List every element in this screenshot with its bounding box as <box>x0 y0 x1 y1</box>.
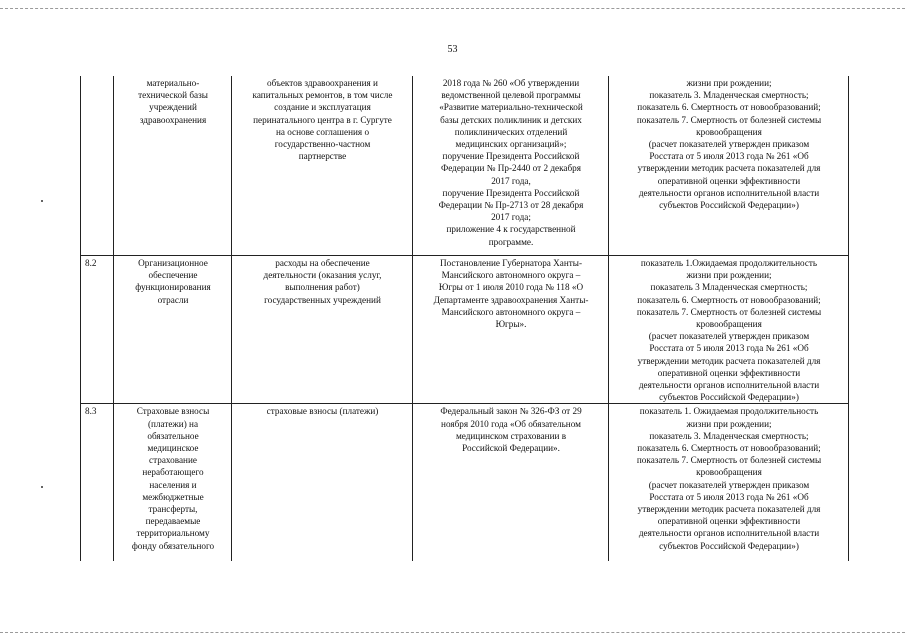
expense-type-cell <box>232 76 413 256</box>
text-line: трансферты, <box>148 504 198 515</box>
budget-allocation-table <box>80 76 849 561</box>
text-line: здравоохранения <box>139 114 207 125</box>
row-number-cell: 8.2 <box>81 256 114 404</box>
text-line: утверждении методик расчета показателей для <box>637 355 821 366</box>
text-line: показатель 1. Ожидаемая продолжительность <box>639 406 819 417</box>
text-line: Югры». <box>495 319 527 330</box>
text-line: на основе соглашения о <box>275 126 370 137</box>
text-line: ноября 2010 года «Об обязательном <box>441 418 581 429</box>
text-line: территориальному <box>136 528 210 539</box>
text-line: Организационное <box>138 258 208 268</box>
text-line: 2018 года № 260 «Об утверждении <box>442 78 580 88</box>
text-line: функционирования <box>135 282 211 293</box>
text-line: межбюджетные <box>142 491 204 502</box>
table-row <box>81 256 849 404</box>
text-line: Постановление Губернатора Ханты- <box>439 258 583 268</box>
text-line: учреждений <box>149 102 197 113</box>
text-line: кровообращения <box>696 467 762 478</box>
text-line: Российской Федерации». <box>462 443 560 454</box>
text-line: страховые взносы (платежи) <box>266 406 379 417</box>
text-line: показатель 6. Смертность от новообразований; <box>637 443 821 454</box>
text-line: жизни при рождении; <box>686 78 772 88</box>
text-line: Росстата от 5 июля 2013 года № 261 «Об <box>649 151 809 162</box>
expense-type-cell <box>232 256 413 404</box>
text-line: фонду обязательного <box>131 540 215 551</box>
text-line: Мансийского автономного округа – <box>441 306 581 317</box>
indicators-cell <box>609 256 849 404</box>
text-line: материально- <box>146 78 200 88</box>
table-row <box>81 404 849 562</box>
text-line: оперативной оценки эффективности <box>657 175 801 186</box>
text-line: 2017 года; <box>491 212 531 223</box>
direction-name-cell <box>114 256 232 404</box>
text-line: утверждении методик расчета показателей для <box>637 504 821 515</box>
direction-name-cell <box>114 404 232 562</box>
text-line: населения и <box>149 479 197 490</box>
text-line: показатель 3 Младенческая смертность; <box>650 282 808 293</box>
page-number: 53 <box>447 44 458 55</box>
text-line: деятельности органов исполнительной власти <box>638 187 820 198</box>
text-line: оперативной оценки эффективности <box>657 516 801 527</box>
text-line: субъектов Российской Федерации») <box>659 392 799 403</box>
scan-edge-top <box>0 8 905 9</box>
text-line: деятельности (оказания услуг, <box>263 270 382 281</box>
text-line: (расчет показателей утвержден приказом <box>648 479 810 490</box>
text-line: показатель 3. Младенческая смертность; <box>649 430 809 441</box>
text-line: деятельности органов исполнительной власти <box>638 528 820 539</box>
text-line: ведомственной целевой программы <box>441 90 581 101</box>
text-line: отрасли <box>157 294 189 305</box>
text-line: жизни при рождении; <box>686 270 772 281</box>
text-line: поручение Президента Российской <box>442 151 580 162</box>
text-line: субъектов Российской Федерации») <box>659 540 799 551</box>
text-line: расходы на обеспечение <box>275 258 370 268</box>
text-line: программе. <box>488 236 534 247</box>
text-line: выполнения работ) <box>285 282 360 293</box>
text-line: оперативной оценки эффективности <box>657 367 801 378</box>
text-line: показатель 6. Смертность от новообразований; <box>637 102 821 113</box>
text-line: создание и эксплуатация <box>274 102 371 113</box>
scan-speck <box>41 200 43 202</box>
text-line: государственно-частном <box>274 139 371 150</box>
row-number-cell: 8.3 <box>81 404 114 562</box>
text-line: Федерации № Пр-2440 от 2 декабря <box>440 163 582 174</box>
text-line: (платежи) на <box>147 418 199 429</box>
text-line: обеспечение <box>148 270 198 281</box>
text-line: показатель 1.Ожидаемая продолжительность <box>640 258 818 268</box>
text-line: технической базы <box>138 90 208 101</box>
text-line: показатель 7. Смертность от болезней системы <box>636 114 822 125</box>
text-line: показатель 7. Смертность от болезней системы <box>636 455 822 466</box>
text-line: приложение 4 к государственной <box>446 224 576 235</box>
text-line: Югры от 1 июля 2010 года № 118 «О <box>438 282 584 293</box>
text-line: медицинских организаций»; <box>455 139 567 150</box>
text-line: поликлинических отделений <box>454 126 568 137</box>
text-line: Страховые взносы <box>136 406 210 417</box>
text-line: государственных учреждений <box>264 294 381 305</box>
text-line: жизни при рождении; <box>686 418 772 429</box>
text-line: объектов здравоохранения и <box>267 78 378 88</box>
text-line: перинатального центра в г. Сургуте <box>253 114 392 125</box>
text-line: медицинское <box>147 443 199 454</box>
text-line: кровообращения <box>696 126 762 137</box>
text-line: 2017 года, <box>491 175 531 186</box>
row-number-cell <box>81 76 114 256</box>
legal-basis-cell <box>413 256 609 404</box>
text-line: поручение Президента Российской <box>442 187 580 198</box>
text-line: страхование <box>149 455 197 466</box>
text-line: Федеральный закон № 326-ФЗ от 29 <box>440 406 582 417</box>
scan-speck <box>41 486 43 488</box>
legal-basis-cell <box>413 404 609 562</box>
legal-basis-cell <box>413 76 609 256</box>
text-line: Федерации № Пр-2713 от 28 декабря <box>438 200 584 211</box>
direction-name-cell <box>114 76 232 256</box>
text-line: передаваемые <box>145 516 201 527</box>
text-line: партнерстве <box>298 151 347 162</box>
text-line: показатель 6. Смертность от новообразований; <box>637 294 821 305</box>
text-line: базы детских поликлиник и детских <box>440 114 582 125</box>
indicators-cell <box>609 76 849 256</box>
text-line: кровообращения <box>696 319 762 330</box>
text-line: Департаменте здравоохранения Ханты- <box>433 294 589 305</box>
scan-edge-bottom <box>0 632 905 633</box>
text-line: Мансийского автономного округа – <box>441 270 581 281</box>
table-row <box>81 76 849 256</box>
text-line: (расчет показателей утвержден приказом <box>648 139 810 150</box>
text-line: медицинском страховании в <box>455 430 567 441</box>
text-line: неработающего <box>142 467 204 478</box>
indicators-cell <box>609 404 849 562</box>
text-line: утверждении методик расчета показателей для <box>637 163 821 174</box>
text-line: показатель 3. Младенческая смертность; <box>649 90 809 101</box>
expense-type-cell <box>232 404 413 562</box>
text-line: Росстата от 5 июля 2013 года № 261 «Об <box>649 343 809 354</box>
text-line: субъектов Российской Федерации») <box>659 200 799 211</box>
text-line: Росстата от 5 июля 2013 года № 261 «Об <box>649 491 809 502</box>
text-line: показатель 7. Смертность от болезней системы <box>636 306 822 317</box>
text-line: (расчет показателей утвержден приказом <box>648 331 810 342</box>
table-body <box>81 76 849 561</box>
text-line: обязательное <box>147 430 199 441</box>
text-line: деятельности органов исполнительной власти <box>638 380 820 391</box>
text-line: капитальных ремонтов, в том числе <box>252 90 393 101</box>
text-line: «Развитие материально-технической <box>439 102 583 113</box>
